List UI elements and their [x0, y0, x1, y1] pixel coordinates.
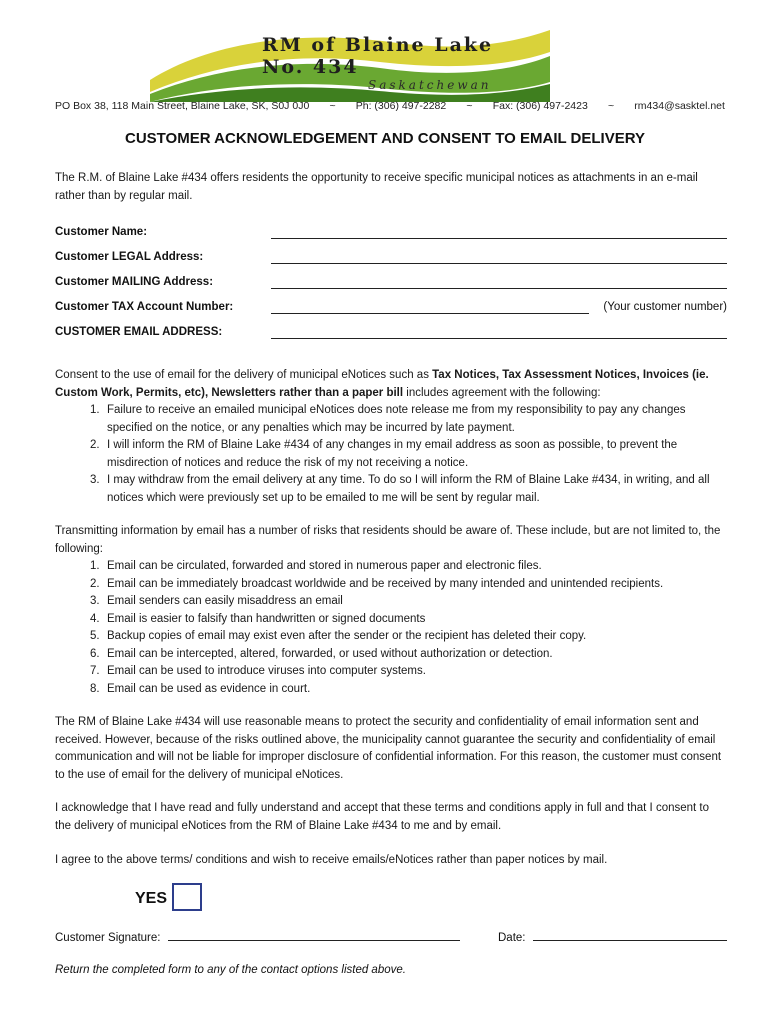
signature-field[interactable] — [55, 930, 460, 944]
footer-note: Return the completed form to any of the contact options listed above. — [55, 964, 406, 976]
risks-list — [55, 558, 727, 698]
fax: Fax: (306) 497-2423 — [492, 100, 588, 112]
rm-logo — [150, 22, 550, 102]
consent-list — [55, 402, 727, 507]
tax-account-field[interactable] — [55, 301, 727, 318]
field-label: CUSTOMER EMAIL ADDRESS: — [55, 326, 223, 338]
yes-checkbox[interactable] — [172, 883, 202, 911]
list-item: 6. Email can be intercepted, altered, forwarded, or used without authorization or detection. — [90, 647, 553, 660]
separator: ~ — [329, 100, 336, 112]
tax-account-line[interactable] — [271, 313, 589, 314]
list-item: 3. Email senders can easily misaddress an email — [90, 595, 343, 607]
field-label: Customer Name: — [55, 226, 148, 238]
date-label: Date: — [498, 932, 526, 944]
date-field[interactable] — [498, 930, 727, 944]
list-item: 2. Email can be immediately broadcast worldwide and be received by many intended and unintended recipients. — [90, 577, 664, 590]
separator: ~ — [608, 100, 615, 112]
customer-name-line[interactable] — [271, 238, 727, 239]
contact-line — [55, 100, 725, 112]
list-item: 5. Backup copies of email may exist even after the sender or the recipient has deleted their copy. — [90, 630, 587, 642]
mailing-address-field[interactable] — [55, 276, 727, 293]
signature-label: Customer Signature: — [55, 932, 161, 944]
agree-paragraph: I agree to the above terms/ conditions and wish to receive emails/eNotices rather than paper notices by mail. — [55, 854, 608, 866]
field-label: Customer TAX Account Number: — [55, 301, 234, 313]
customer-name-field[interactable] — [55, 226, 727, 243]
document-title: CUSTOMER ACKNOWLEDGEMENT AND CONSENT TO EMAIL DELIVERY — [124, 130, 646, 147]
risks-intro: Transmitting information by email has a number of risks that residents should be aware of. These include, but are not limited to, the following: — [55, 525, 721, 555]
date-line[interactable] — [533, 930, 727, 941]
province-label: Saskatchewan — [368, 78, 492, 92]
acknowledge-paragraph: I acknowledge that I have read and fully understand and accept that these terms and conditions apply in full and that I consent to the delivery of municipal eNotices from the RM of Blaine Lake #434 to me and by email. — [55, 802, 710, 832]
list-item: 1. Email can be circulated, forwarded and stored in numerous paper and electronic files. — [90, 560, 542, 572]
list-item: 7. Email can be used to introduce viruses into computer systems. — [90, 665, 426, 677]
mailing-address-line[interactable] — [271, 288, 727, 289]
list-item: 8. Email can be used as evidence in court. — [90, 682, 311, 695]
email: rm434@sasktel.net — [634, 100, 725, 112]
separator: ~ — [466, 100, 473, 112]
security-paragraph: The RM of Blaine Lake #434 will use reasonable means to protect the security and confidentiality of email information sent and received. However, because of the risks outlined above, the municipality cannot guarantee the security and confidentiality of email communication and will not be liable for improper disclosure of confidential information. For this reason, the customer must consent to the use of email for the delivery of municipal eNotices. — [55, 716, 722, 781]
list-item: 2. I will inform the RM of Blaine Lake #434 of any changes in my email address as soon as possible, to prevent the misdirection of notices and reduce the risk of my not receiving a notice. — [90, 439, 678, 469]
list-item: 4. Email is easier to falsify than handwritten or signed documents — [90, 612, 426, 625]
field-label: Customer LEGAL Address: — [55, 251, 204, 263]
signature-line[interactable] — [168, 930, 460, 941]
legal-address-line[interactable] — [271, 263, 727, 264]
email-address-line[interactable] — [271, 338, 727, 339]
org-name: RM of Blaine Lake No. 434 — [262, 34, 494, 78]
phone: Ph: (306) 497-2282 — [355, 100, 447, 112]
legal-address-field[interactable] — [55, 251, 727, 268]
list-item: 3. I may withdraw from the email delivery at any time. To do so I will inform the RM of Blaine Lake #434, in writing, and all notices which were previously set up to be emailed to me will be sent by regular mail. — [90, 474, 710, 504]
field-label: Customer MAILING Address: — [55, 276, 214, 288]
email-address-field[interactable] — [55, 326, 727, 343]
intro-paragraph: The R.M. of Blaine Lake #434 offers residents the opportunity to receive specific municipal notices as attachments in an e-mail rather than by regular mail. — [55, 172, 698, 202]
consent-paragraph: Consent to the use of email for the delivery of municipal eNotices such as Tax Notices, Tax Assessment Notices, Invoices (ie. Custom Work, Permits, etc), Newsletters rather than a paper bill includes agreement with the following: — [55, 369, 709, 399]
field-hint: (Your customer number) — [603, 301, 727, 313]
address: PO Box 38, 118 Main Street, Blaine Lake, SK, S0J 0J0 — [55, 100, 310, 112]
list-item: 1. Failure to receive an emailed municipal eNotices does note release me from my responsibility to pay any changes specified on the notice, or any penalties which may be incurred by late payment. — [90, 404, 686, 434]
yes-label: YES — [135, 890, 168, 907]
